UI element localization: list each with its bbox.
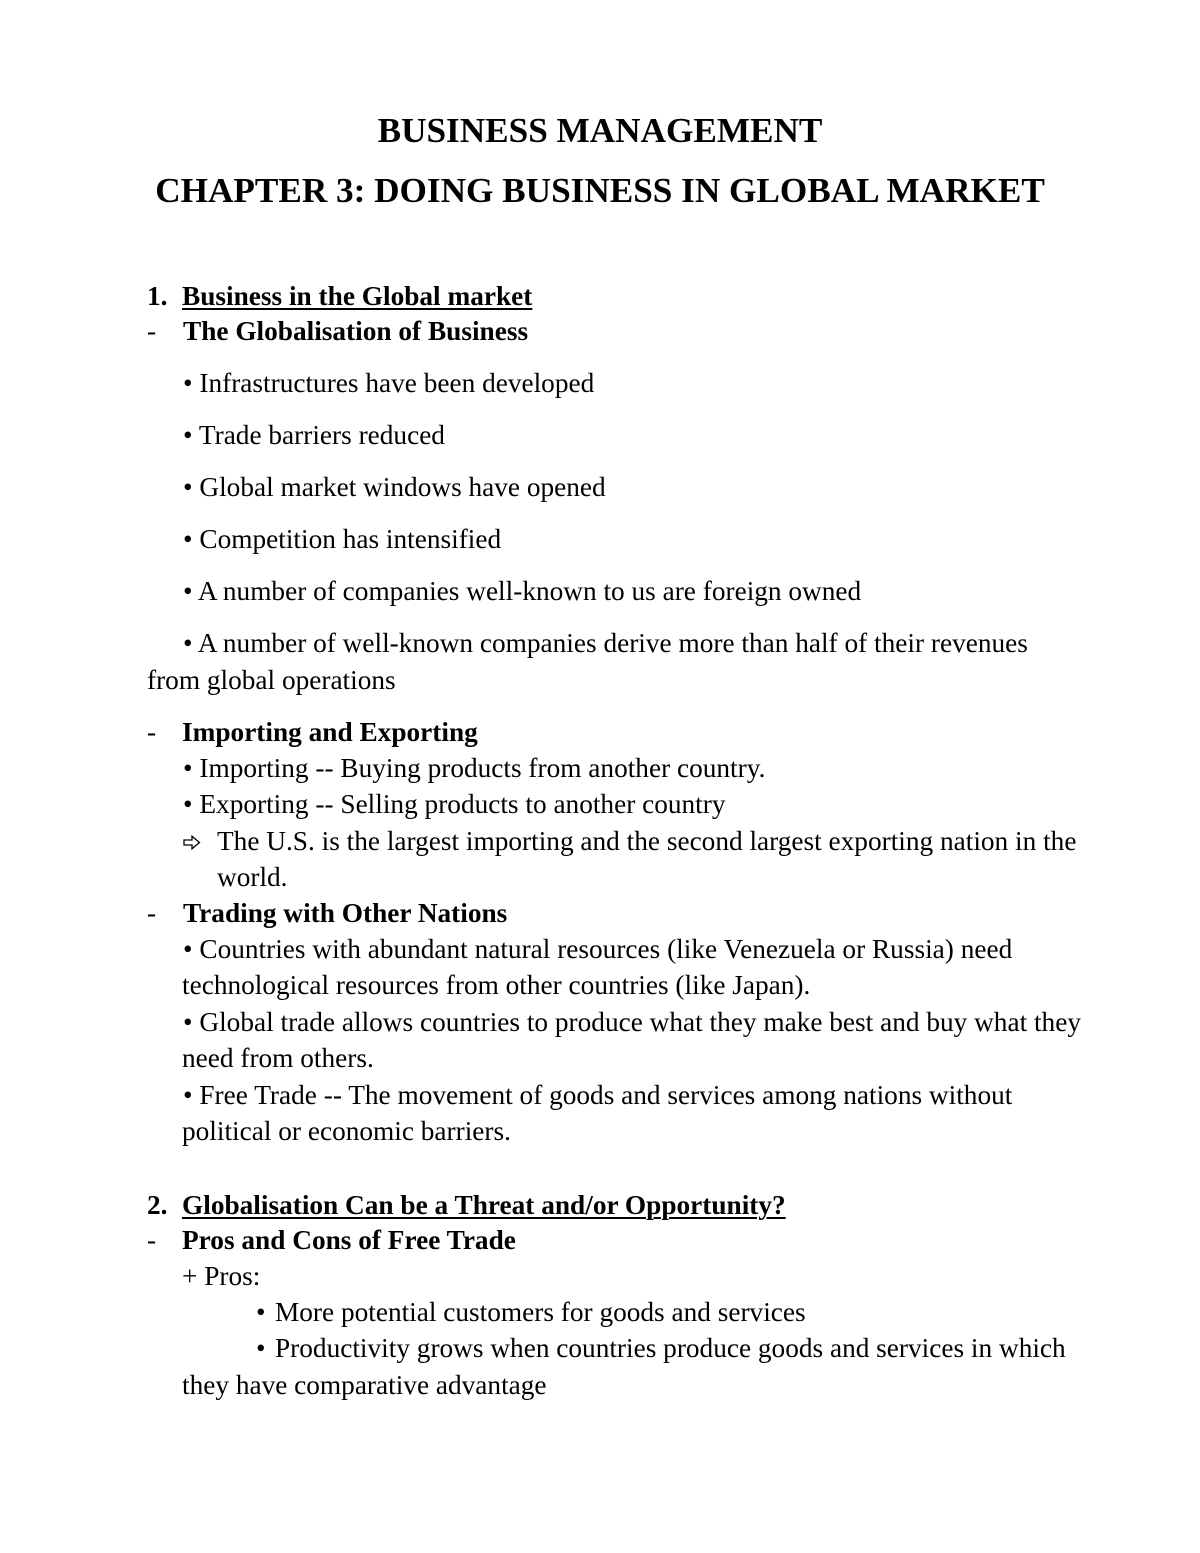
arrow-right-icon [183, 835, 201, 850]
bullet-point: • Exporting -- Selling products to another country [183, 789, 726, 819]
pros-label: + Pros: [182, 1261, 261, 1291]
topic-marker: - [147, 898, 157, 928]
topic-title: Pros and Cons of Free Trade [182, 1225, 516, 1255]
bullet-point: • Countries with abundant natural resources (like Venezuela or Russia) need [183, 934, 1013, 964]
list-item: More potential customers for goods and services [275, 1297, 806, 1327]
section-number: 1. [147, 281, 168, 311]
section-heading: Business in the Global market [182, 281, 533, 311]
bullet-point: • Global trade allows countries to produce what they make best and buy what they [183, 1007, 1081, 1037]
continuation-line: need from others. [182, 1043, 374, 1073]
continuation-line: from global operations [147, 665, 396, 695]
topic-marker: - [147, 1225, 157, 1255]
section-number: 2. [147, 1190, 168, 1220]
bullet-marker: • [256, 1333, 266, 1363]
bullet-point: • Trade barriers reduced [183, 420, 445, 450]
bullet-point: • Importing -- Buying products from another country. [183, 753, 766, 783]
topic-marker: - [147, 717, 157, 747]
topic-marker: - [147, 316, 157, 346]
section-heading: Globalisation Can be a Threat and/or Opportunity? [182, 1190, 786, 1220]
bullet-point: • Free Trade -- The movement of goods and services among nations without [183, 1080, 1013, 1110]
bullet-point: • Infrastructures have been developed [183, 368, 595, 398]
bullet-point: • A number of well-known companies derive more than half of their revenues [183, 628, 1028, 658]
arrow-point: The U.S. is the largest importing and the second largest exporting nation in the [217, 826, 1077, 856]
list-item: Productivity grows when countries produce goods and services in which [275, 1333, 1066, 1363]
continuation-line: they have comparative advantage [182, 1370, 547, 1400]
continuation-line: world. [217, 862, 288, 892]
chapter-title: CHAPTER 3: DOING BUSINESS IN GLOBAL MARKET [155, 171, 1045, 210]
continuation-line: technological resources from other countries (like Japan). [182, 970, 811, 1000]
continuation-line: political or economic barriers. [182, 1116, 511, 1146]
topic-title: The Globalisation of Business [183, 316, 529, 346]
topic-title: Trading with Other Nations [183, 898, 508, 928]
bullet-point: • Global market windows have opened [183, 472, 606, 502]
bullet-marker: • [256, 1297, 266, 1327]
topic-title: Importing and Exporting [182, 717, 478, 747]
bullet-point: • Competition has intensified [183, 524, 502, 554]
document-title: BUSINESS MANAGEMENT [377, 111, 823, 150]
bullet-point: • A number of companies well-known to us are foreign owned [183, 576, 862, 606]
